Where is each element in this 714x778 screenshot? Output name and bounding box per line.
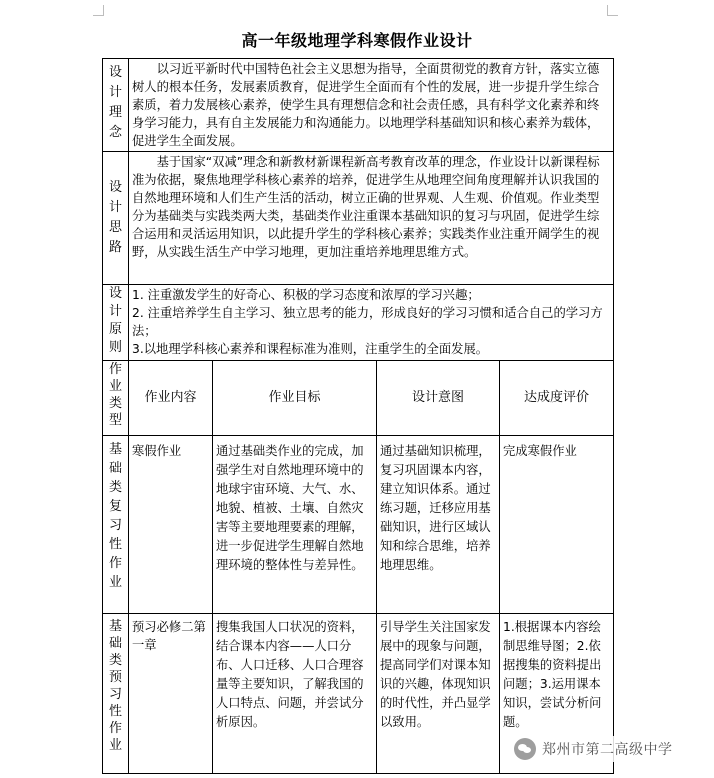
principle-item-2: 2. 注重培养学生自主学习、独立思考的能力，形成良好的学习习惯和适合自己的学习方法； [132,306,603,338]
page-corner-mark-right [607,5,618,16]
column-header-row [103,361,614,436]
wechat-icon [514,738,536,760]
row-type-label: 基 础 类 预 习 性 作 业 [103,614,129,774]
row-intent: 通过基础知识梳理，复习巩固课本内容，建立知识体系。通过练习题，迁移应用基础知识，进行区域认知和综合思维，培养地理思维。 [377,436,500,614]
concept-text: 以习近平新时代中国特色社会主义思想为指导，全面贯彻党的教育方针，落实立德树人的根本任务，发展素质教育，促进学生全面而有个性的发展，进一步提升学生综合素质，着力发展核心素养，使学生具有理想信念和社会责任感，具有科学文化素养和终身学习能力，具有自主发展能力和沟通能力。以地理学科基础知识和核心素养为载体，促进学生全面发展。 [132,62,600,148]
concept-text-cell [129,59,614,152]
evaluation-header: 达成度评价 [500,361,614,436]
document-title: 高一年级地理学科寒假作业设计 [241,31,473,50]
row-content: 寒假作业 [129,436,213,614]
concept-label: 设 计 理 念 [103,59,129,152]
principle-text-cell [129,285,614,361]
row-evaluation: 完成寒假作业 [500,436,614,614]
concept-row [103,59,614,152]
row-type-label: 基 础 类 复 习 性 作 业 [103,436,129,614]
idea-label: 设 计 思 路 [103,152,129,285]
idea-text-cell [129,152,614,285]
idea-row [103,152,614,285]
page-corner-mark-left [93,5,104,16]
principle-row [103,285,614,361]
principle-item-1: 1. 注重激发学生的好奇心、积极的学习态度和浓厚的学习兴趣； [132,288,480,302]
row-goal: 通过基础类作业的完成，加强学生对自然地理环境中的地球宇宙环境、大气、水、地貌、植被、土壤、自然灾害等主要地理要素的理解，进一步促进学生理解自然地理环境的整体性与差异性。 [213,436,377,614]
intent-header: 设计意图 [377,361,500,436]
watermark [510,736,677,762]
idea-text: 基于国家“双减”理念和新教材新课程新高考教育改革的理念，作业设计以新课程标准为依据，聚焦地理学科核心素养的培养，促进学生从地理空间角度理解并认识我国的自然地理环境和人们生产生活的活动，树立正确的世界观、人生观、价值观。作业类型分为基础类与实践类两大类，基础类作业注重课本基础知识的复习与巩固，促进学生综合运用和灵活运用知识，以此提升学生的学科核心素养；实践类作业注重开阔学生的视野，从实践生活生产中学习地理，更加注重培养地理思维方式。 [132,155,600,259]
principle-label: 设 计 原 则 [103,285,129,361]
row-evaluation: 1.根据课本内容绘制思维导图；2.依据搜集的资料提出问题；3.运用课本知识，尝试分析问题。 [500,614,614,774]
row-content: 预习必修二第一章 [129,614,213,774]
row-intent: 引导学生关注国家发展中的现象与问题，提高同学们对课本知识的兴趣，体现知识的时代性，并凸显学以致用。 [377,614,500,774]
homework-design-table [102,58,614,774]
watermark-text: 郑州市第二高级中学 [542,742,673,758]
row-goal: 搜集我国人口状况的资料，结合课本内容——人口分布、人口迁移、人口合理容量等主要知识，了解我国的人口特点、问题，并尝试分析原因。 [213,614,377,774]
goal-header: 作业目标 [213,361,377,436]
principle-item-3: 3.以地理学科核心素养和课程标准为准则，注重学生的全面发展。 [132,342,489,356]
table-row [103,436,614,614]
type-header: 作 业 类 型 [103,361,129,436]
content-header: 作业内容 [129,361,213,436]
